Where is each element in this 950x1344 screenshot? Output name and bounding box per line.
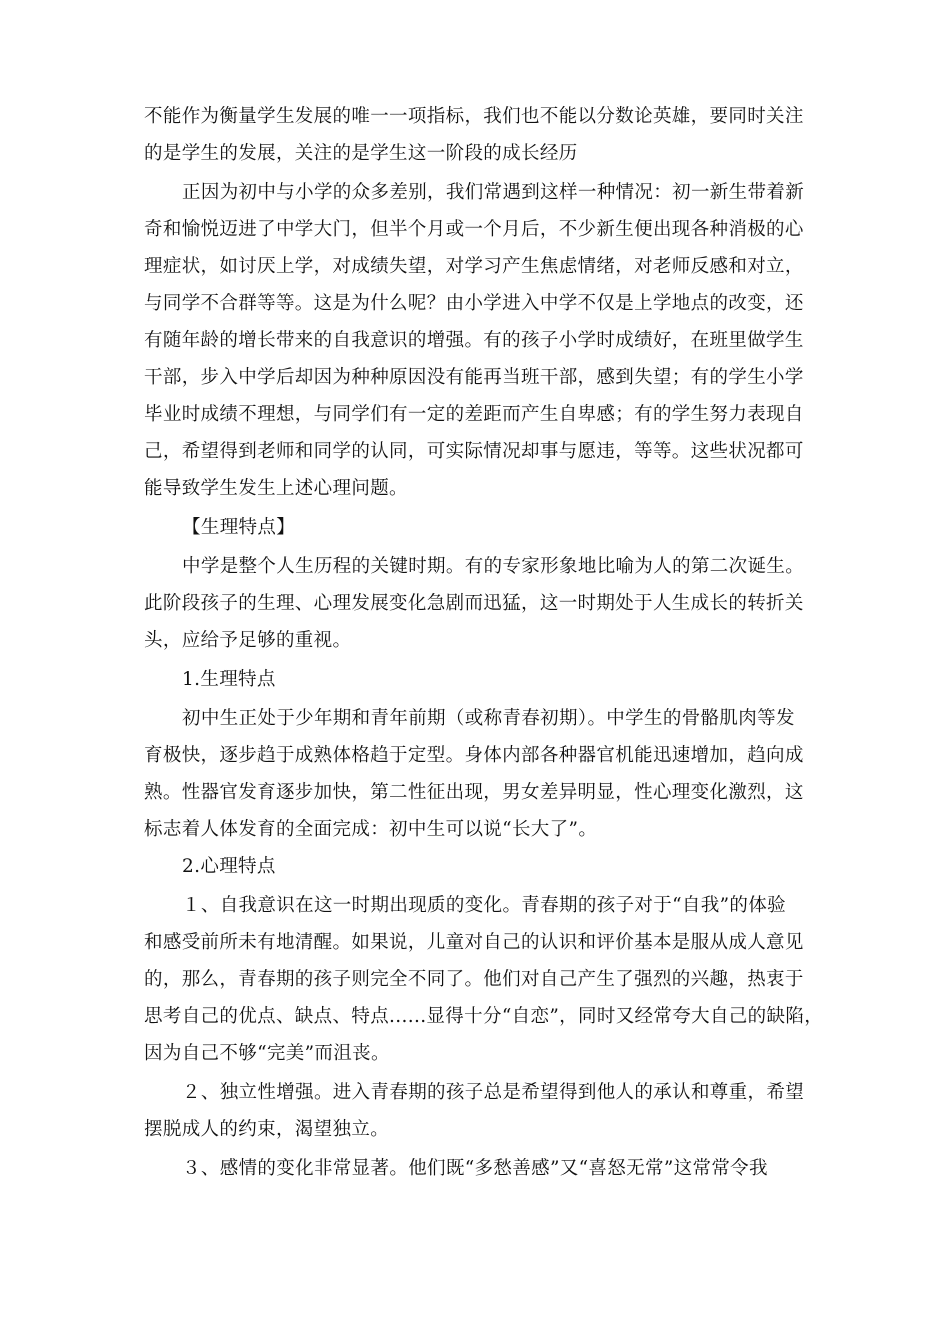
paragraph-first-line: ２、独立性增强。进入青春期的孩子总是希望得到他人的承认和尊重，希望 xyxy=(182,1082,805,1103)
text-line: 与同学不合群等等。这是为什么呢？由小学进入中学不仅是上学地点的改变，还 xyxy=(144,293,804,314)
text-line: 的是学生的发展，关注的是学生这一阶段的成长经历 xyxy=(144,143,578,164)
subsection-heading: 2.心理特点 xyxy=(182,856,276,877)
text-line: 育极快，逐步趋于成熟体格趋于定型。身体内部各种器官机能迅速增加，趋向成 xyxy=(144,745,804,766)
paragraph-first-line: ３、感情的变化非常显著。他们既“多愁善感”又“喜怒无常”这常常令我 xyxy=(182,1158,768,1179)
text-line: 干部，步入中学后却因为种种原因没有能再当班干部，感到失望；有的学生小学 xyxy=(144,367,804,388)
text-line: 头，应给予足够的重视。 xyxy=(144,630,352,651)
text-line: 摆脱成人的约束，渴望独立。 xyxy=(144,1119,390,1140)
text-line: 己，希望得到老师和同学的认同，可实际情况却事与愿违，等等。这些状况都可 xyxy=(144,441,804,462)
text-line: 因为自己不够“完美”而沮丧。 xyxy=(144,1043,390,1064)
text-line: 熟。性器官发育逐步加快，第二性征出现，男女差异明显，性心理变化激烈，这 xyxy=(144,782,804,803)
text-line: 的，那么，青春期的孩子则完全不同了。他们对自己产生了强烈的兴趣，热衷于 xyxy=(144,969,804,990)
text-line: 毕业时成绩不理想，与同学们有一定的差距而产生自卑感；有的学生努力表现自 xyxy=(144,404,804,425)
text-line: 能导致学生发生上述心理问题。 xyxy=(144,478,408,499)
text-line: 有随年龄的增长带来的自我意识的增强。有的孩子小学时成绩好，在班里做学生 xyxy=(144,330,804,351)
paragraph-first-line: 初中生正处于少年期和青年前期（或称青春初期）。中学生的骨骼肌肉等发 xyxy=(182,708,795,729)
paragraph-first-line: １、自我意识在这一时期出现质的变化。青春期的孩子对于“自我”的体验 xyxy=(182,895,786,916)
text-line: 标志着人体发育的全面完成：初中生可以说“长大了”。 xyxy=(144,819,598,840)
text-line: 理症状，如讨厌上学，对成绩失望，对学习产生焦虑情绪，对老师反感和对立， xyxy=(144,256,804,277)
subsection-heading: 1.生理特点 xyxy=(182,669,276,690)
paragraph-first-line: 正因为初中与小学的众多差别，我们常遇到这样一种情况：初一新生带着新 xyxy=(182,182,805,203)
text-line: 思考自己的优点、缺点、特点......显得十分“自恋”，同时又经常夸大自己的缺陷， xyxy=(144,1006,824,1027)
text-line: 奇和愉悦迈进了中学大门，但半个月或一个月后，不少新生便出现各种消极的心 xyxy=(144,219,804,240)
text-line: 不能作为衡量学生发展的唯一一项指标，我们也不能以分数论英雄，要同时关注 xyxy=(144,106,804,127)
paragraph-first-line: 中学是整个人生历程的关键时期。有的专家形象地比喻为人的第二次诞生。 xyxy=(182,556,805,577)
section-heading: 【生理特点】 xyxy=(182,517,296,538)
text-line: 此阶段孩子的生理、心理发展变化急剧而迅猛，这一时期处于人生成长的转折关 xyxy=(144,593,804,614)
text-line: 和感受前所未有地清醒。如果说，儿童对自己的认识和评价基本是服从成人意见 xyxy=(144,932,804,953)
